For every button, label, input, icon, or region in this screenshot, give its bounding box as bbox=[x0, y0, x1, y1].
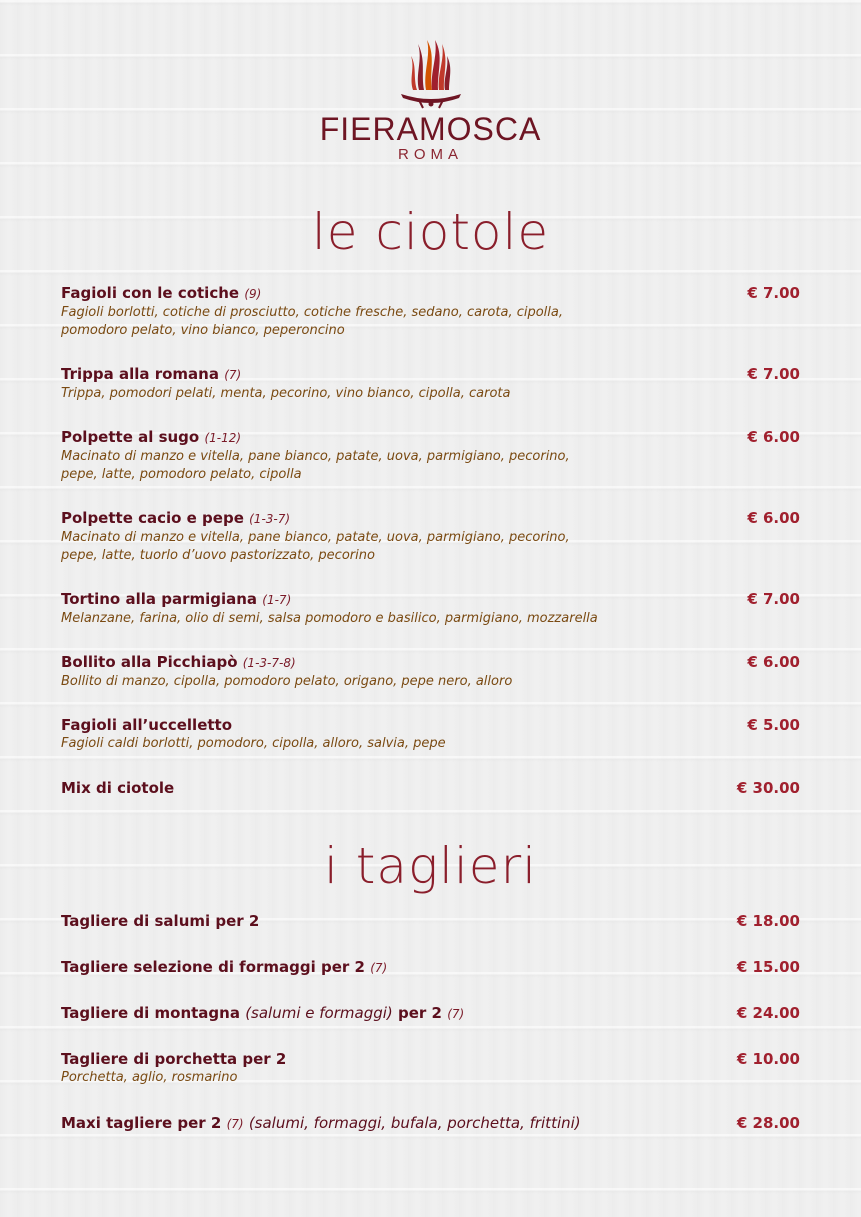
item-name: Mix di ciotole bbox=[61, 779, 175, 797]
item-price: € 5.00 bbox=[747, 716, 800, 734]
item-name: Tagliere di porchetta per 2 bbox=[61, 1050, 287, 1068]
menu-item bbox=[61, 365, 800, 403]
item-price: € 18.00 bbox=[736, 912, 800, 930]
allergen-codes: (1-12) bbox=[204, 431, 242, 445]
item-name: Tagliere di montagna bbox=[61, 1004, 240, 1022]
item-price: € 24.00 bbox=[736, 1004, 800, 1022]
allergen-codes: (7) bbox=[226, 1117, 244, 1131]
allergen-codes: (7) bbox=[447, 1007, 465, 1021]
brand-name: FIERAMOSCA bbox=[319, 111, 542, 147]
item-name-suffix: per 2 bbox=[398, 1004, 442, 1022]
item-name: Trippa alla romana bbox=[61, 365, 219, 383]
item-price: € 6.00 bbox=[747, 653, 800, 671]
menu-item bbox=[61, 509, 800, 565]
item-name: Fagioli all’uccelletto bbox=[61, 716, 233, 734]
item-name: Tagliere di salumi per 2 bbox=[61, 912, 260, 930]
brand-city: ROMA bbox=[398, 146, 463, 163]
item-price: € 28.00 bbox=[736, 1114, 800, 1132]
item-name: Fagioli con le cotiche bbox=[61, 284, 240, 302]
item-name: Maxi tagliere per 2 bbox=[61, 1114, 222, 1132]
item-name: Tortino alla parmigiana bbox=[61, 590, 258, 608]
allergen-codes: (1-3-7) bbox=[249, 512, 291, 526]
item-name: Tagliere selezione di formaggi per 2 bbox=[61, 958, 365, 976]
section-title-taglieri: i taglieri bbox=[323, 837, 538, 895]
allergen-codes: (7) bbox=[370, 961, 388, 975]
section-title-ciotole: le ciotole bbox=[311, 203, 550, 261]
item-price: € 15.00 bbox=[736, 958, 800, 976]
item-price: € 7.00 bbox=[747, 284, 800, 302]
item-description: Fagioli caldi borlotti, pomodoro, cipolla, alloro, salvia, pepe bbox=[61, 736, 446, 751]
menu-item bbox=[61, 1004, 800, 1024]
menu-item bbox=[61, 779, 800, 798]
allergen-codes: (1-7) bbox=[262, 593, 292, 607]
menu-item bbox=[61, 1114, 800, 1134]
item-description: Bollito di manzo, cipolla, pomodoro pelato, origano, pepe nero, alloro bbox=[61, 674, 513, 689]
item-description: Fagioli borlotti, cotiche di prosciutto, cotiche fresche, sedano, carota, cipolla, pomodoro pelato, vino bianco, peperoncino bbox=[61, 305, 564, 338]
item-description: Porchetta, aglio, rosmarino bbox=[61, 1070, 238, 1085]
flame-crown-icon bbox=[399, 38, 463, 110]
allergen-codes: (9) bbox=[244, 287, 262, 301]
menu-item bbox=[61, 284, 800, 340]
item-description: Melanzane, farina, olio di semi, salsa pomodoro e basilico, parmigiano, mozzarella bbox=[61, 611, 598, 626]
menu-item bbox=[61, 590, 800, 628]
menu-item bbox=[61, 1050, 800, 1087]
item-name: Bollito alla Picchiapò bbox=[61, 653, 238, 671]
allergen-codes: (1-3-7-8) bbox=[242, 656, 296, 670]
item-price: € 6.00 bbox=[747, 509, 800, 527]
menu-item bbox=[61, 912, 800, 931]
item-price: € 7.00 bbox=[747, 365, 800, 383]
item-description: Macinato di manzo e vitella, pane bianco, patate, uova, parmigiano, pecorino, pepe, latte, pomodoro pelato, cipolla bbox=[61, 449, 570, 482]
item-note: (salumi e formaggi) bbox=[245, 1004, 393, 1022]
item-price: € 30.00 bbox=[736, 779, 800, 797]
item-price: € 7.00 bbox=[747, 590, 800, 608]
item-price: € 10.00 bbox=[736, 1050, 800, 1068]
item-note: (salumi, formaggi, bufala, porchetta, frittini) bbox=[248, 1114, 581, 1132]
menu-item bbox=[61, 428, 800, 484]
item-description: Macinato di manzo e vitella, pane bianco, patate, uova, parmigiano, pecorino, pepe, latte, tuorlo d’uovo pastorizzato, pecorino bbox=[61, 530, 570, 563]
item-name: Polpette al sugo bbox=[61, 428, 200, 446]
item-name: Polpette cacio e pepe bbox=[61, 509, 244, 527]
brand-logo bbox=[0, 38, 861, 164]
menu-item bbox=[61, 716, 800, 753]
item-description: Trippa, pomodori pelati, menta, pecorino, vino bianco, cipolla, carota bbox=[61, 386, 511, 401]
allergen-codes: (7) bbox=[224, 368, 242, 382]
menu-item bbox=[61, 653, 800, 691]
menu-item bbox=[61, 958, 800, 978]
item-price: € 6.00 bbox=[747, 428, 800, 446]
